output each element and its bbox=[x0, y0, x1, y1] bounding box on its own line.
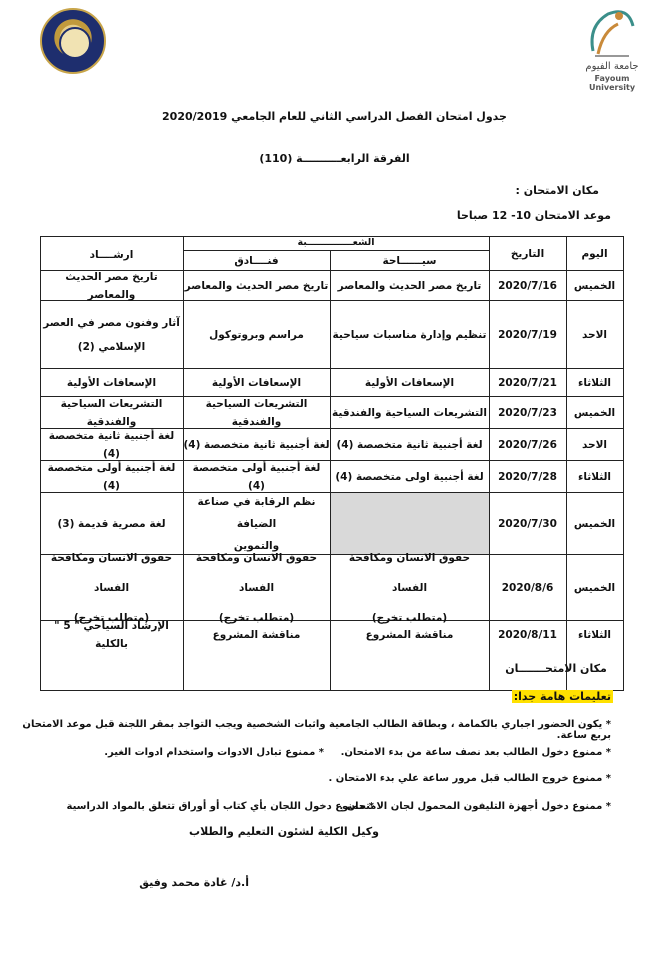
guidance-subject: لغة مصرية قديمة (3) bbox=[57, 517, 166, 530]
guidance-subject: لغة أجنبية ثانية متخصصة (4) bbox=[48, 429, 175, 460]
row-day: الخميس bbox=[573, 279, 616, 292]
guidance-subject: الإسعافات الأولية bbox=[66, 376, 157, 389]
hotels-subject: الإسعافات الأولية bbox=[211, 376, 302, 389]
guidance-subject: التشريعات السياحية والفندقية bbox=[60, 397, 163, 428]
university-name-ar: جامعة الفيوم bbox=[585, 61, 639, 72]
row-day: الخميس bbox=[573, 517, 616, 530]
header-tourism: سيــــــاحة bbox=[382, 254, 437, 267]
guidance-subject: حقوق الانسان ومكافحة الفساد (متطلب تخرج) bbox=[50, 551, 173, 624]
header-day: اليوم bbox=[581, 247, 608, 260]
hotels-subject: لغة أجنبية ثانية متخصصة (4) bbox=[183, 438, 330, 451]
hotels-subject: حقوق الانسان ومكافحة الفساد (متطلب تخرج) bbox=[195, 551, 318, 624]
hotels-subject: مراسم وبروتوكول bbox=[209, 328, 304, 341]
signature-role: وكيل الكلية لشئون التعليم والطلاب bbox=[189, 825, 379, 838]
row-date: 2020/7/19 bbox=[498, 328, 557, 341]
tourism-subject: مناقشة المشروع bbox=[365, 629, 454, 641]
university-logo bbox=[577, 6, 647, 92]
guidance-subject: لغة أجنبية أولى متخصصة (4) bbox=[47, 461, 176, 492]
row-date: 2020/8/11 bbox=[498, 629, 557, 641]
header-date: التاريخ bbox=[510, 247, 545, 260]
header-divisions: الشعــــــــــــــبة bbox=[297, 237, 375, 248]
level-label: الفرقة الرابعــــــــــة (110) bbox=[259, 152, 410, 165]
exam-place-label: مكان الامتحان : bbox=[515, 184, 599, 197]
footer-place-label: مكان الامتحـــــــان bbox=[505, 662, 607, 675]
notes-title: تعليمات هامة جدا: bbox=[513, 690, 611, 703]
page-title: جدول امتحان الفصل الدراسي الثاني للعام الجامعي 2020/2019 bbox=[162, 110, 507, 123]
note-item: * ممنوع دخول الطالب بعد نصف ساعة من بدء الامتحان. bbox=[340, 747, 611, 758]
tourism-subject: حقوق الانسان ومكافحة الفساد (متطلب تخرج) bbox=[348, 551, 471, 624]
row-date: 2020/7/21 bbox=[498, 376, 557, 389]
row-date: 2020/7/30 bbox=[498, 517, 557, 530]
row-date: 2020/7/26 bbox=[498, 438, 557, 451]
note-item: * ممنوع خروج الطالب قبل مرور ساعة علي بدء الامتحان . bbox=[328, 773, 611, 784]
hotels-subject: مناقشة المشروع bbox=[212, 629, 301, 641]
tourism-subject: لغة أجنبية ثانية متخصصة (4) bbox=[336, 438, 483, 451]
hotels-subject: نظم الرقابة في صناعة الضيافة والتموين bbox=[197, 495, 316, 552]
tourism-subject: تنظيم وإدارة مناسبات سياحية bbox=[332, 328, 487, 341]
note-item: * ممنوع تبادل الادوات واستخدام ادوات الغير. bbox=[104, 747, 324, 758]
hotels-subject: التشريعات السياحية والفندقية bbox=[205, 397, 308, 428]
tourism-subject: التشريعات السياحية والفندقية bbox=[332, 406, 487, 419]
tourism-subject: تاريخ مصر الحديث والمعاصر bbox=[337, 279, 482, 292]
university-name-en: Fayoum University bbox=[588, 74, 636, 92]
row-day: الاحد bbox=[581, 438, 608, 451]
row-day: الاحد bbox=[581, 328, 608, 341]
exam-time-label: موعد الامتحان 10- 12 صباحا bbox=[456, 209, 611, 222]
row-day: الخميس bbox=[573, 406, 616, 419]
note-item: * ممنوع دخول أجهزة التليفون المحمول لجان الامتحان . bbox=[339, 801, 611, 812]
row-date: 2020/7/23 bbox=[498, 406, 557, 419]
row-day: الخميس bbox=[573, 581, 616, 594]
row-date: 2020/8/6 bbox=[501, 581, 554, 594]
tourism-subject: الإسعافات الأولية bbox=[364, 376, 455, 389]
faculty-logo bbox=[40, 8, 106, 74]
tourism-subject: لغة أجنبية اولى متخصصة (4) bbox=[335, 470, 484, 483]
row-day: الثلاثاء bbox=[577, 629, 612, 641]
header-hotels: فنــــادق bbox=[234, 254, 279, 267]
signature-name: أ.د/ غادة محمد وفيق bbox=[139, 876, 249, 889]
guidance-subject: آثار وفنون مصر في العصر الإسلامي (2) bbox=[43, 316, 180, 353]
note-item: * يكون الحضور اجباري بالكمامة ، وبطاقة الطالب الجامعية واثبات الشخصية ويجب التواجد بمقر اللجنة قبل موعد الامتحان بربع ساعة. bbox=[22, 719, 611, 741]
hotels-subject: تاريخ مصر الحديث والمعاصر bbox=[184, 279, 329, 292]
header-guidance: ارشــــاد bbox=[89, 249, 134, 261]
row-day: الثلاثاء bbox=[577, 376, 612, 389]
guidance-subject: الإرشاد السياحي " 5 " بالكلية bbox=[54, 620, 169, 650]
hotels-subject: لغة أجنبية أولى متخصصة (4) bbox=[192, 461, 321, 492]
row-date: 2020/7/28 bbox=[498, 470, 557, 483]
guidance-subject: تاريخ مصر الحديث والمعاصر bbox=[65, 270, 158, 301]
note-item: * ممنوع دخول اللجان بأي كتاب أو أوراق تتعلق بالمواد الدراسية bbox=[66, 801, 374, 812]
row-date: 2020/7/16 bbox=[498, 279, 557, 292]
university-emblem-icon bbox=[583, 6, 641, 61]
row-day: الثلاثاء bbox=[577, 470, 612, 483]
